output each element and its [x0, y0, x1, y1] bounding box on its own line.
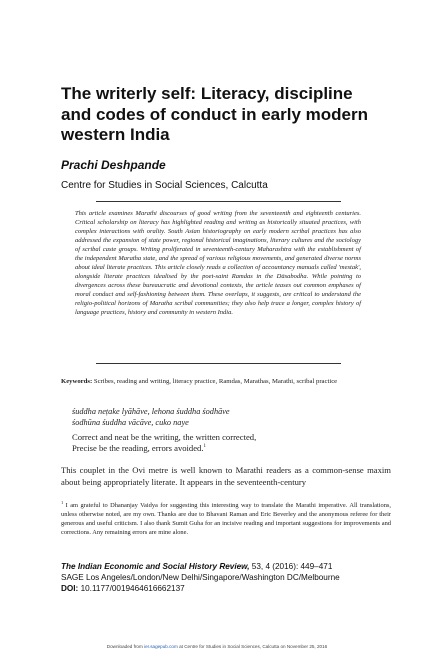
- translation-line-text: Precise be the reading, errors avoided.: [72, 443, 204, 453]
- journal-citation: [61, 561, 401, 594]
- author-affiliation: Centre for Studies in Social Sciences, Calcutta: [61, 180, 268, 191]
- abstract: This article examines Marathi discourses of good writing from the seventeenth and eighteenth centuries. Critical scholarship on literacy has highlighted reading and writing as historically situated practices, with complex interactions with orality. South Asian historiography on early modern scribal practices has also addressed the expansion of state power, regional historical imaginations, literary cultures and the sociology of scribal caste groups. Writing proliferated in seventeenth-century Maharashtra with the establishment of the independent Maratha state, and the spread of various religious movements, and generated diverse norms about ideal literate practices. This article closely reads a collection of accountancy manuals called 'mestak', alongside literate practices idealised by the poet-saint Ramdas in the Dāsabodha. While pointing to divergences across these bureaucratic and devotional contexts, the article teases out common emphases of moral conduct and self-fashioning between them. These overlaps, it suggests, are critical to understand the religio-political horizons of Maratha scribal communities; they also help trace a longer, complex history of language practices, history and community in western India.: [75, 210, 361, 316]
- footnote-reference[interactable]: 1: [203, 444, 206, 450]
- download-suffix: at Centre for Studies in Social Sciences, Calcutta on November 25, 2016: [179, 644, 328, 649]
- marathi-verse: [72, 406, 372, 428]
- footnote-text: I am grateful to Dhananjay Vaidya for suggesting this interesting way to translate the Marathi imperative. All translations, unless otherwise noted, are my own. Thanks are due to Bhavani Raman and Eric Beverley and the anonymous referee for their generous and useful criticism. I also thank Sumit Guha for an incisive reading and important suggestions for improvements and corrections. Any remaining errors are mine alone.: [61, 502, 391, 536]
- verse-translation: [72, 432, 372, 454]
- keywords-label: Keywords:: [61, 378, 93, 385]
- translation-line: Correct and neat be the writing, the written corrected,: [72, 432, 257, 442]
- journal-name: The Indian Economic and Social History Review,: [61, 562, 250, 571]
- title-line: The writerly self: Literacy, discipline: [61, 84, 353, 103]
- abstract-bottom-rule: [96, 363, 341, 364]
- footnote: [61, 501, 391, 537]
- verse-line: śodhūna śuddha vācāve, cuko naye: [72, 418, 189, 427]
- download-link[interactable]: ier.sagepub.com: [144, 644, 178, 649]
- doi-value[interactable]: 10.1177/0019464616662137: [80, 584, 185, 593]
- abstract-top-rule: [96, 201, 341, 202]
- doi-line: [61, 583, 401, 594]
- article-title: [61, 84, 391, 146]
- journal-line: [61, 561, 401, 572]
- download-prefix: Downloaded from: [106, 644, 143, 649]
- journal-publisher: SAGE Los Angeles/London/New Delhi/Singapore/Washington DC/Melbourne: [61, 573, 340, 582]
- download-notice: [0, 644, 434, 649]
- keywords-text: Scribes, reading and writing, literacy practice, Ramdas, Marathas, Marathi, scribal practice: [93, 378, 338, 385]
- doi-label: DOI:: [61, 584, 79, 593]
- translation-line: [72, 443, 372, 454]
- body-paragraph: This couplet in the Ovi metre is well known to Marathi readers as a common-sense maxim about being appropriately literate. It appears in the seventeenth-century: [61, 465, 391, 487]
- author-name: Prachi Deshpande: [61, 158, 166, 172]
- verse-line: śuddha neṭake lyāhāve, lehona śuddha śodhāve: [72, 407, 230, 416]
- journal-volume: 53, 4 (2016): 449–471: [251, 562, 333, 571]
- footnote-marker: 1: [61, 499, 64, 505]
- title-line: western India: [61, 125, 170, 144]
- title-line: and codes of conduct in early modern: [61, 104, 368, 124]
- keywords: [61, 377, 391, 386]
